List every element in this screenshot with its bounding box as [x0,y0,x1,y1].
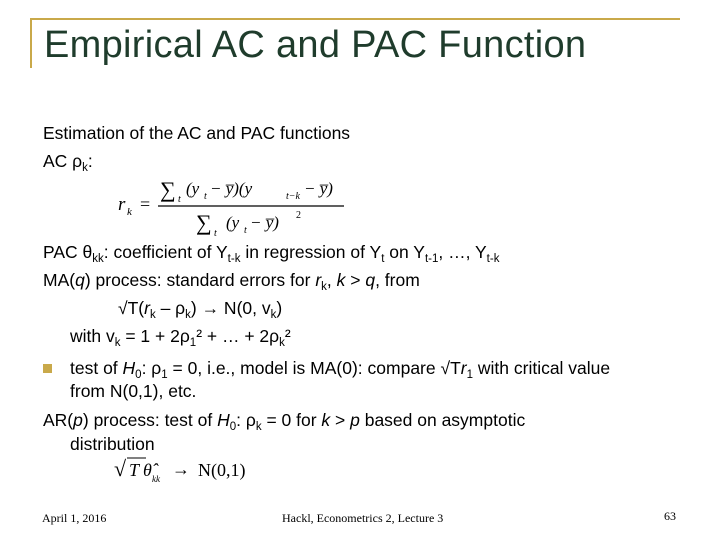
svg-text:=: = [140,194,151,214]
ma-line: MA(q) process: standard errors for $r_k$, k > q, from [43,270,420,293]
svg-text:t: t [244,225,247,236]
svg-text:− y̅): − y̅) [250,213,279,232]
svg-text:− y̅)(y: − y̅)(y [210,179,253,198]
footer-course: Hackl, Econometrics 2, Lecture 3 [282,511,444,525]
title-accent-vertical [30,18,32,68]
pac-line: PAC $\theta_{kk}$: coefficient of $Y_{t-k}$ in regression of $Y_t$ on $Y_{t-1}$, …, $Y_{t-k}$ [43,242,500,265]
svg-text:2: 2 [296,210,301,221]
bullet-line-2: from N(0,1), etc. [70,381,197,401]
footer-date: April 1, 2016 [42,511,107,525]
svg-text:∑: ∑ [196,210,212,235]
bullet-marker [43,364,52,373]
svg-text:(y: (y [186,179,200,198]
ar-line: AR(p) process: test of $H_0$: $\rho_k = 0$ for k > p based on asymptotic [43,410,526,433]
intro-line: Estimation of the AC and PAC functions [43,123,351,143]
svg-text:N(0,1): N(0,1) [198,460,246,480]
ar-line-2: distribution [70,434,155,454]
variance-line: with $v_k = 1 + 2\rho_1^2$ + … + $2\rho_k^2$ [70,326,291,349]
svg-text:t: t [178,194,181,205]
page-number: 63 [664,509,676,523]
svg-text:kk: kk [152,474,160,484]
svg-text:→: → [172,459,190,479]
svg-text:− y̅): − y̅) [304,179,333,198]
svg-text:k: k [127,206,132,218]
svg-text:t: t [214,228,217,239]
svg-text:t−k: t−k [286,191,300,202]
title-accent-horizontal [30,18,680,20]
ac-line: AC $\rho_k$: [43,151,93,174]
svg-text:∑: ∑ [160,177,176,202]
svg-text:T: T [129,460,140,480]
pac-formula [112,452,262,486]
asymptotic-line: $√T(r_k - \rho_k) \to N(0$, $v_k$) [118,298,283,321]
svg-text:t: t [204,191,207,202]
svg-text:θ̂: θ̂ [143,460,152,480]
svg-text:(y: (y [226,213,240,232]
ac-formula [112,168,352,240]
svg-text:√: √ [114,456,127,481]
slide-title: Empirical AC and PAC Function [44,24,587,66]
svg-text:r: r [118,194,126,215]
bullet-line: test of $H_0$: $\rho_1 = 0$, i.e., model is MA(0): compare $√Tr_1$ with critical value [70,358,611,381]
